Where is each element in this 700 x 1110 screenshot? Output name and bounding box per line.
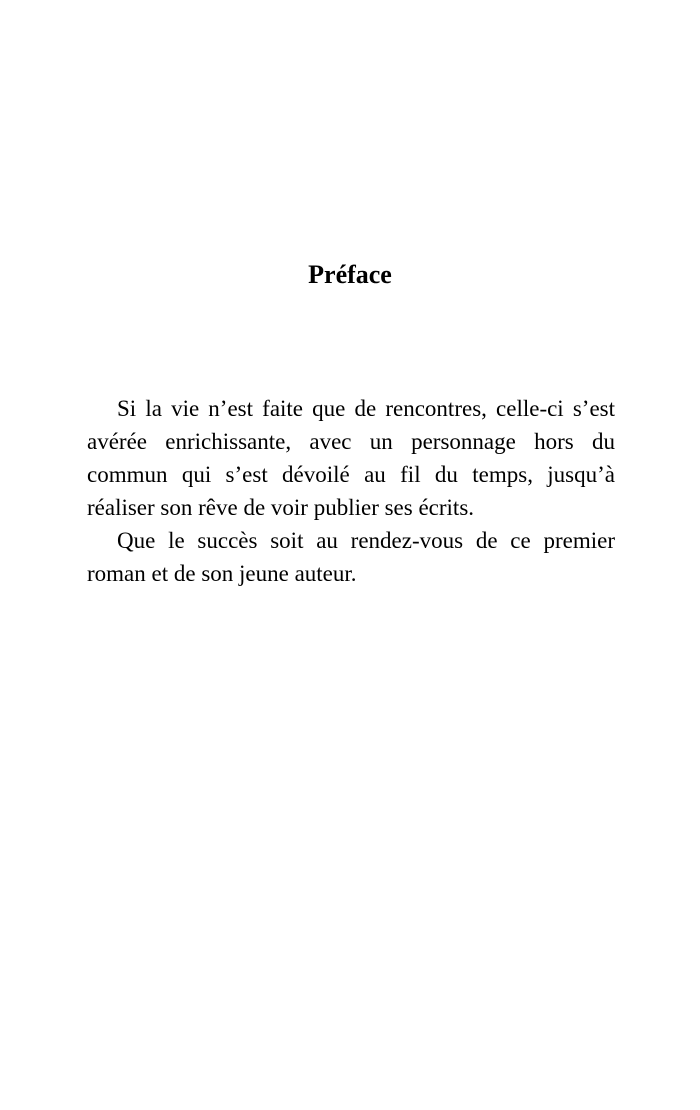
paragraph: Que le succès soit au rendez-vous de ce premier roman et de son jeune auteur. xyxy=(87,528,615,586)
preface-body xyxy=(87,392,615,590)
paragraph: Si la vie n’est faite que de rencontres, celle-ci s’est avérée enrichissante, avec un personnage hors du commun qui s’est dévoilé au fil du temps, jusqu’à réaliser son rêve de voir publier ses écrits. xyxy=(87,396,615,520)
page-title: Préface xyxy=(308,260,392,289)
